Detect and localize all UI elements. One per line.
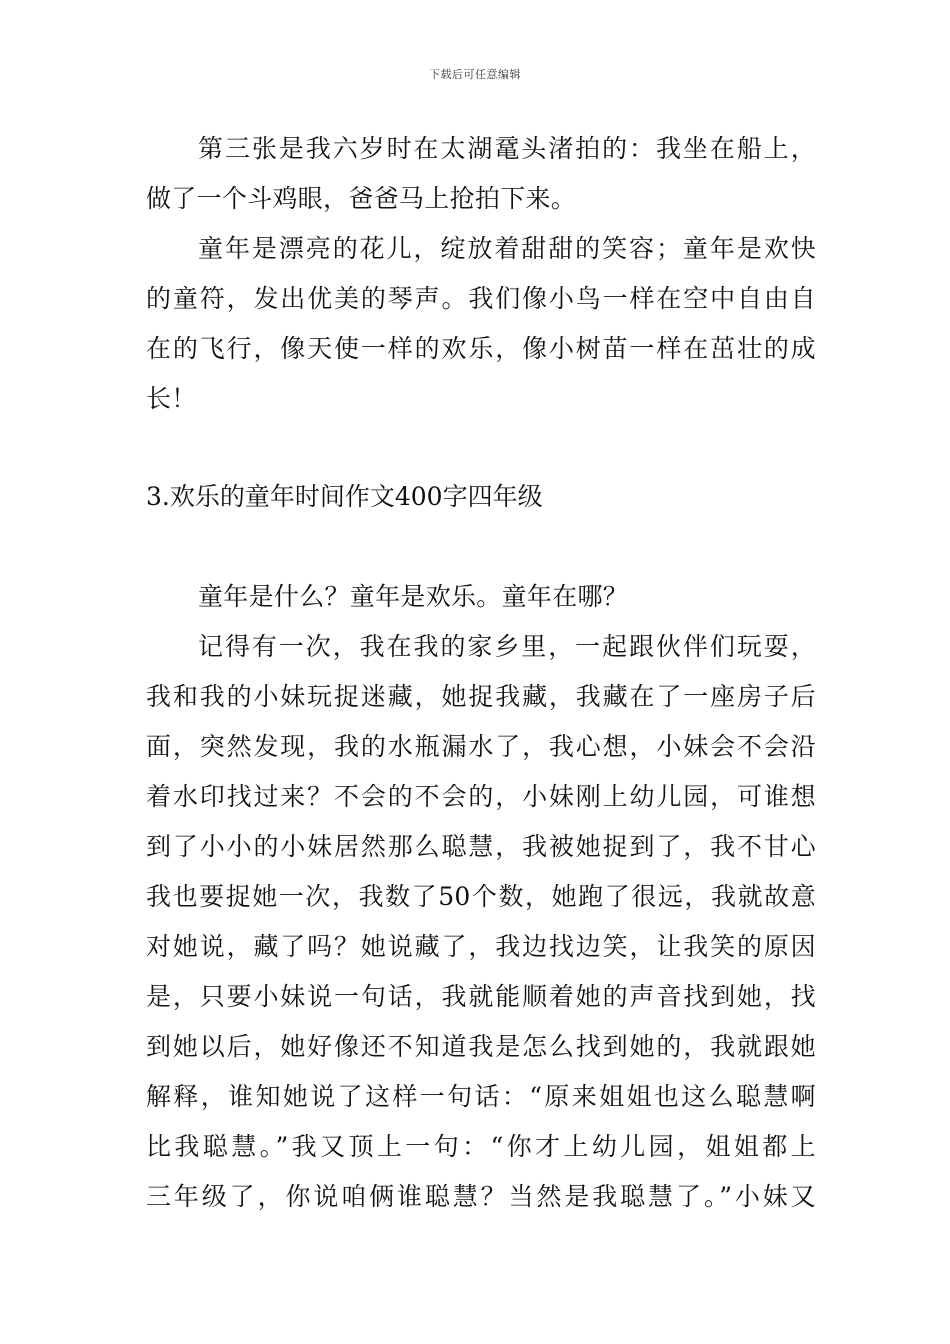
paragraph-line: 长！ — [146, 384, 197, 413]
paragraph-line: 记得有一次，我在我的家乡里，一起跟伙伴们玩耍， — [198, 632, 816, 661]
section-heading: 3.欢乐的童年时间作文400字四年级 — [146, 482, 543, 511]
paragraph-line: 到了小小的小妹居然那么聪慧，我被她捉到了，我不甘心 — [146, 832, 816, 861]
paragraph-line: 的童符，发出优美的琴声。我们像小鸟一样在空中自由自 — [146, 284, 816, 313]
paragraph-line: 童年是漂亮的花儿，绽放着甜甜的笑容；童年是欢快 — [198, 234, 816, 263]
paragraph-line: 面，突然发现，我的水瓶漏水了，我心想，小妹会不会沿 — [146, 732, 816, 761]
paragraph-line: 我也要捉她一次，我数了50个数，她跑了很远，我就故意 — [146, 882, 816, 911]
paragraph-line: 第三张是我六岁时在太湖鼋头渚拍的：我坐在船上， — [198, 134, 816, 163]
paragraph-line: 到她以后，她好像还不知道我是怎么找到她的，我就跟她 — [146, 1032, 816, 1061]
paragraph-line: 做了一个斗鸡眼，爸爸马上抢拍下来。 — [146, 184, 577, 213]
paragraph-line: 三年级了，你说咱俩谁聪慧？当然是我聪慧了。”小妹又 — [146, 1182, 816, 1211]
paragraph-line: 童年是什么？童年是欢乐。童年在哪？ — [198, 582, 629, 611]
paragraph-line: 是，只要小妹说一句话，我就能顺着她的声音找到她，找 — [146, 982, 816, 1011]
paragraph-line: 在的飞行，像天使一样的欢乐，像小树苗一样在茁壮的成 — [146, 334, 816, 363]
page-header: 下载后可任意编辑 — [429, 68, 521, 81]
paragraph-line: 解释，谁知她说了这样一句话：“原来姐姐也这么聪慧啊 — [146, 1082, 816, 1111]
paragraph-line: 我和我的小妹玩捉迷藏，她捉我藏，我藏在了一座房子后 — [146, 682, 816, 711]
paragraph-line: 比我聪慧。”我又顶上一句：“你才上幼儿园，姐姐都上 — [146, 1132, 816, 1161]
paragraph-line: 对她说，藏了吗？她说藏了，我边找边笑，让我笑的原因 — [146, 932, 816, 961]
paragraph-line: 着水印找过来？不会的不会的，小妹刚上幼儿园，可谁想 — [146, 782, 816, 811]
